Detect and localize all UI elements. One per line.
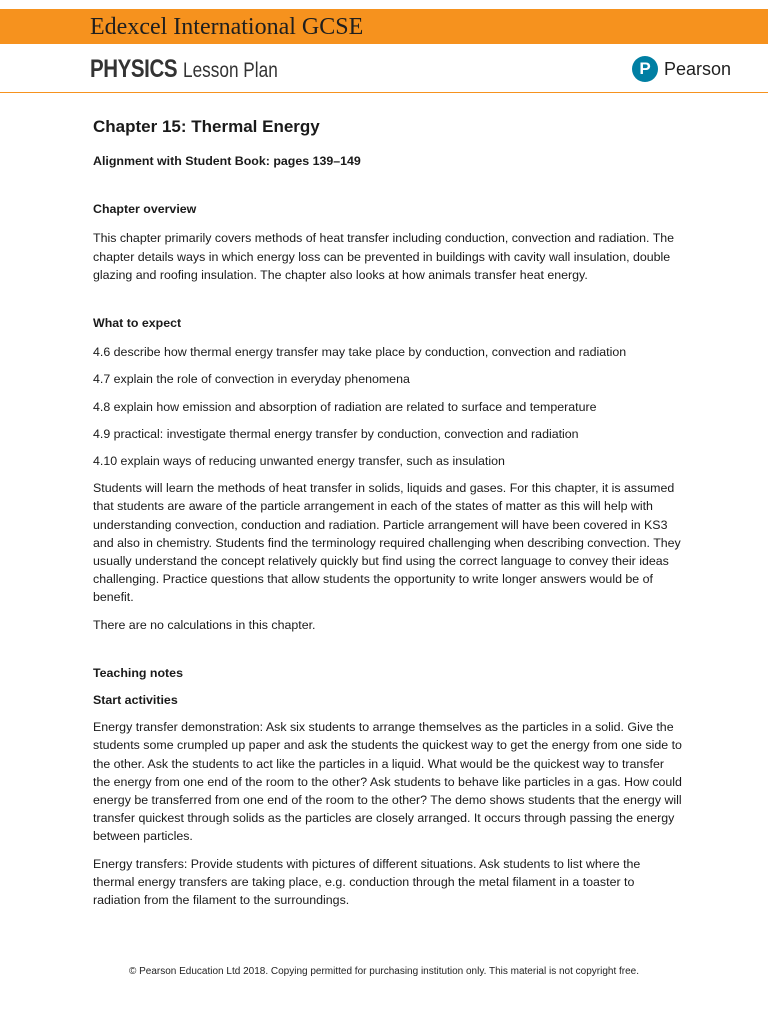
subject-line [90, 54, 298, 88]
copyright-footer: © Pearson Education Ltd 2018. Copying permitted for purchasing institution only. This material is not copyright free. [128, 966, 640, 977]
expect-paragraph: Students will learn the methods of heat transfer in solids, liquids and gases. For this chapter, it is assumed that students are aware of the particle arrangement in each of the states of matter as this will help with understanding convection, conduction and radiation. Particle arrangement will have been covered in KS3 and also in chemistry. Students find the terminology required challenging when describing convection. They usually understand the concept relatively quickly but find using the correct language to convey their ideas challenging. Practice questions that allow students the opportunity to write longer answers would be of benefit. [93, 481, 681, 605]
pearson-logo-icon: P [632, 56, 658, 82]
calculations-note: There are no calculations in this chapter. [93, 617, 316, 632]
expect-heading: What to expect [93, 316, 182, 331]
document-body [93, 116, 683, 909]
objective-item: 4.7 explain the role of convection in everyday phenomena [93, 372, 410, 387]
objective-item: 4.10 explain ways of reducing unwanted energy transfer, such as insulation [93, 454, 505, 469]
subject-label: PHYSICS [90, 55, 178, 83]
header-divider [0, 92, 768, 93]
activity-paragraph: Energy transfers: Provide students with pictures of different situations. Ask students to list where the thermal energy transfers are taking place, e.g. conduction through the metal filament in a toaster to radiation from the filament to the surroundings. [93, 856, 641, 908]
overview-text: This chapter primarily covers methods of heat transfer including conduction, convection and radiation. The chapter details ways in which energy loss can be prevented in buildings with cavity wall insulation, double glazing and roofing insulation. The chapter also looks at how animals transfer heat energy. [93, 231, 675, 282]
pearson-logo-text: Pearson [664, 58, 732, 79]
teaching-heading: Teaching notes [93, 665, 183, 680]
pearson-logo [632, 56, 731, 82]
alignment-line: Alignment with Student Book: pages 139–149 [93, 154, 361, 168]
objective-item: 4.9 practical: investigate thermal energy transfer by conduction, convection and radiation [93, 426, 579, 441]
objective-item: 4.8 explain how emission and absorption of radiation are related to surface and temperature [93, 399, 597, 414]
overview-heading: Chapter overview [93, 202, 197, 217]
series-title: Edexcel International GCSE [90, 14, 364, 40]
start-activities-heading: Start activities [93, 693, 178, 708]
chapter-title: Chapter 15: Thermal Energy [93, 117, 320, 136]
activity-paragraph: Energy transfer demonstration: Ask six students to arrange themselves as the particles in a solid. Give the students some crumpled up paper and ask the students the quickest way to get the energy from one side to the other. Ask the students to act like the particles in a liquid. What would be the quickest way to transfer the energy from one end of the room to the other? Ask students to behave like particles in a gas. How could energy be transferred from one end of the room to the other? The demo shows students that the energy will transfer quickest through solids as the particles are closely arranged. It occurs through passing the energy between particles. [93, 720, 682, 844]
objective-item: 4.6 describe how thermal energy transfer may take place by conduction, convection and radiation [93, 345, 627, 360]
doc-type-label: Lesson Plan [182, 59, 278, 82]
